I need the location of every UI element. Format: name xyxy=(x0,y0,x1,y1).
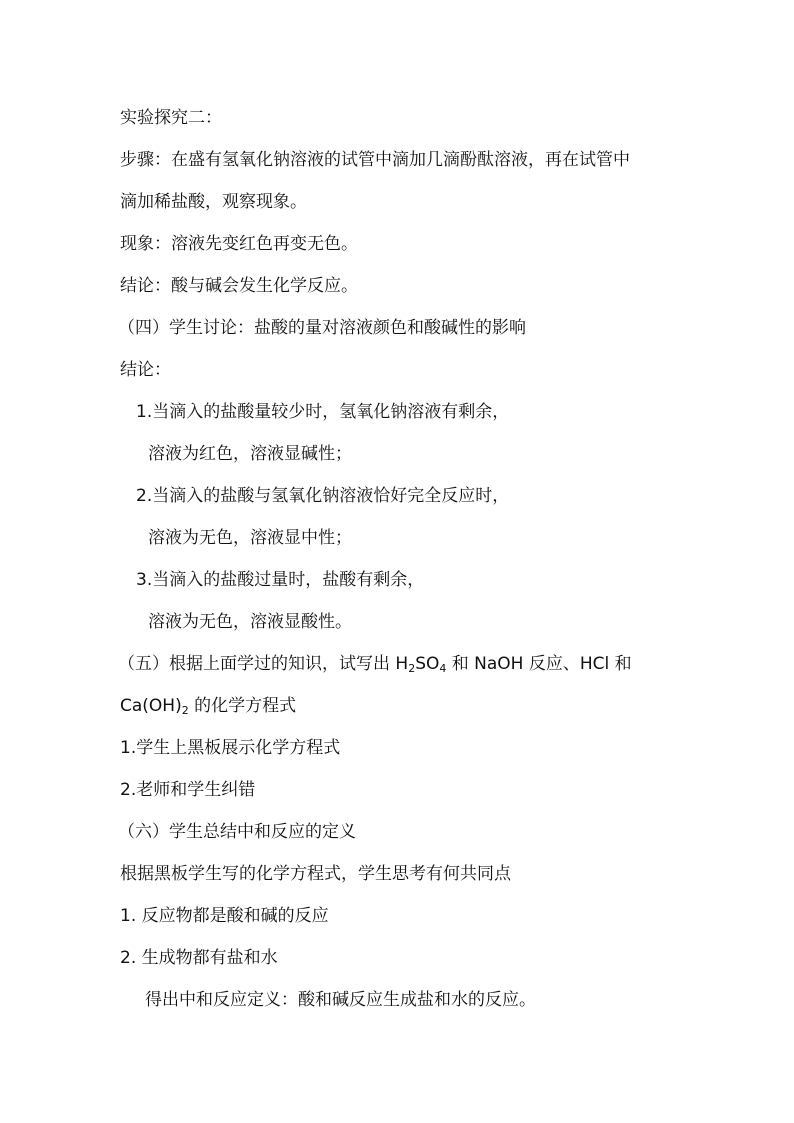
definition: 得出中和反应定义：酸和碱反应生成盐和水的反应。 xyxy=(145,990,536,1010)
section-4-title: （四）学生讨论：盐酸的量对溶液颜色和酸碱性的影响 xyxy=(118,318,526,338)
section-6-intro: 根据黑板学生写的化学方程式，学生思考有何共同点 xyxy=(120,864,511,884)
list-item: 2.当滴入的盐酸与氢氧化钠溶液恰好完全反应时， xyxy=(136,486,510,506)
subscript: 2 xyxy=(181,704,189,717)
phenomenon: 现象：溶液先变红色再变无色。 xyxy=(120,234,358,254)
list-item-continuation: 溶液为无色，溶液显中性； xyxy=(148,528,352,548)
list-item: 3.当滴入的盐酸过量时，盐酸有剩余， xyxy=(136,570,425,590)
section-5-line-2 xyxy=(120,694,296,718)
list-item-continuation: 溶液为红色，溶液显碱性； xyxy=(148,444,352,464)
conclusion-1: 结论：酸与碱会发生化学反应。 xyxy=(120,276,358,296)
section-5-title xyxy=(118,652,632,676)
formula-part: SO xyxy=(415,654,440,674)
list-item: 2. 生成物都有盐和水 xyxy=(120,948,278,968)
subscript: 2 xyxy=(408,662,416,675)
section-5-rest: 和 NaOH 反应、HCl 和 xyxy=(446,654,632,674)
section-6-title: （六）学生总结中和反应的定义 xyxy=(118,822,356,842)
conclusion-label: 结论： xyxy=(120,360,171,380)
list-item: 1.学生上黑板展示化学方程式 xyxy=(120,738,341,758)
list-item: 1. 反应物都是酸和碱的反应 xyxy=(120,906,329,926)
formula-part: Ca(OH) xyxy=(120,696,182,716)
step-line-2: 滴加稀盐酸，观察现象。 xyxy=(120,192,307,212)
list-item-continuation: 溶液为无色，溶液显酸性。 xyxy=(148,612,352,632)
section-5-prefix: （五）根据上面学过的知识，试写出 H xyxy=(118,654,409,674)
section-5-line-2-rest: 的化学方程式 xyxy=(188,696,297,716)
list-item: 2.老师和学生纠错 xyxy=(120,780,256,800)
step-line-1: 步骤：在盛有氢氧化钠溶液的试管中滴加几滴酚酞溶液，再在试管中 xyxy=(120,150,630,170)
list-item: 1.当滴入的盐酸量较少时，氢氧化钠溶液有剩余， xyxy=(136,402,510,422)
heading: 实验探究二： xyxy=(120,108,222,128)
subscript: 4 xyxy=(439,662,447,675)
